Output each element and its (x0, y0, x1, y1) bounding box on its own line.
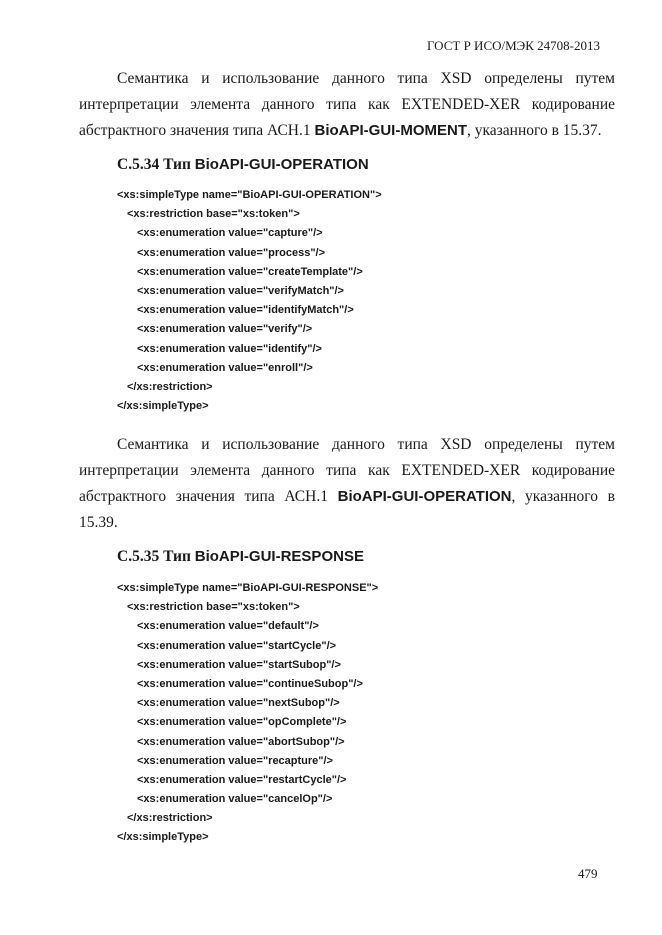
paragraph-line: интерпретации элемента данного типа как EXTENDED-XER кодирование (79, 96, 615, 113)
xsd-code-block-operation (117, 186, 382, 416)
code-line: <xs:enumeration value="verifyMatch"/> (137, 284, 344, 297)
type-reference: BioAPI-GUI-OPERATION (337, 488, 512, 505)
code-line: </xs:restriction> (127, 812, 213, 825)
xsd-code-block-response (117, 579, 378, 848)
code-line: <xs:simpleType name="BioAPI-GUI-RESPONSE"> (117, 582, 379, 594)
code-line: <xs:enumeration value="enroll"/> (137, 361, 313, 374)
code-line: <xs:simpleType name="BioAPI-GUI-OPERATION"> (117, 189, 382, 201)
section-heading-response (117, 548, 364, 566)
standard-header: ГОСТ Р ИСО/МЭК 24708-2013 (426, 38, 600, 53)
code-line: <xs:enumeration value="startCycle"/> (137, 639, 337, 652)
code-line: <xs:enumeration value="restartCycle"/> (137, 773, 347, 786)
paragraph-line: , указанного в (511, 488, 616, 505)
code-line: <xs:enumeration value="cancelOp"/> (137, 793, 333, 806)
code-line: </xs:simpleType> (117, 400, 209, 413)
code-line: <xs:enumeration value="identify"/> (137, 342, 322, 355)
section-type-name: BioAPI-GUI-RESPONSE (194, 548, 364, 565)
section-heading-operation (117, 156, 369, 174)
code-line: <xs:restriction base="xs:token"> (127, 208, 300, 221)
paragraph-line: абстрактного значения типа АСН.1 (79, 488, 338, 505)
code-line: </xs:restriction> (127, 380, 213, 393)
code-line: <xs:restriction base="xs:token"> (127, 601, 300, 614)
section-number: С.5.35 Тип (117, 548, 195, 565)
code-line: <xs:enumeration value="opComplete"/> (137, 716, 347, 729)
code-line: <xs:enumeration value="identifyMatch"/> (137, 304, 354, 317)
code-line: </xs:simpleType> (117, 831, 209, 844)
code-line: <xs:enumeration value="verify"/> (137, 323, 313, 336)
paragraph-line: Семантика и использование данного типа XSD определены путем (117, 436, 615, 453)
semantics-paragraph-moment (79, 66, 615, 144)
code-line: <xs:enumeration value="recapture"/> (137, 754, 333, 767)
code-line: <xs:enumeration value="default"/> (137, 620, 319, 633)
code-line: <xs:enumeration value="capture"/> (137, 227, 323, 240)
code-line: <xs:enumeration value="createTemplate"/> (137, 265, 363, 278)
code-line: <xs:enumeration value="nextSubop"/> (137, 697, 340, 710)
paragraph-line: абстрактного значения типа АСН.1 (79, 122, 315, 139)
paragraph-line: Семантика и использование данного типа XSD определены путем (117, 70, 615, 87)
code-line: <xs:enumeration value="abortSubop"/> (137, 735, 345, 748)
code-line: <xs:enumeration value="process"/> (137, 246, 326, 259)
section-number: С.5.34 Тип (117, 156, 195, 173)
paragraph-line: 15.39. (79, 514, 118, 531)
paragraph-line: , указанного в 15.37. (466, 122, 602, 139)
code-line: <xs:enumeration value="startSubop"/> (137, 658, 341, 671)
semantics-paragraph-operation (79, 432, 615, 536)
code-line: <xs:enumeration value="continueSubop"/> (137, 677, 363, 690)
page-number: 479 (578, 866, 598, 881)
section-type-name: BioAPI-GUI-OPERATION (194, 156, 369, 173)
type-reference: BioAPI-GUI-MOMENT (314, 122, 467, 139)
paragraph-line: интерпретации элемента данного типа как EXTENDED-XER кодирование (79, 462, 615, 479)
